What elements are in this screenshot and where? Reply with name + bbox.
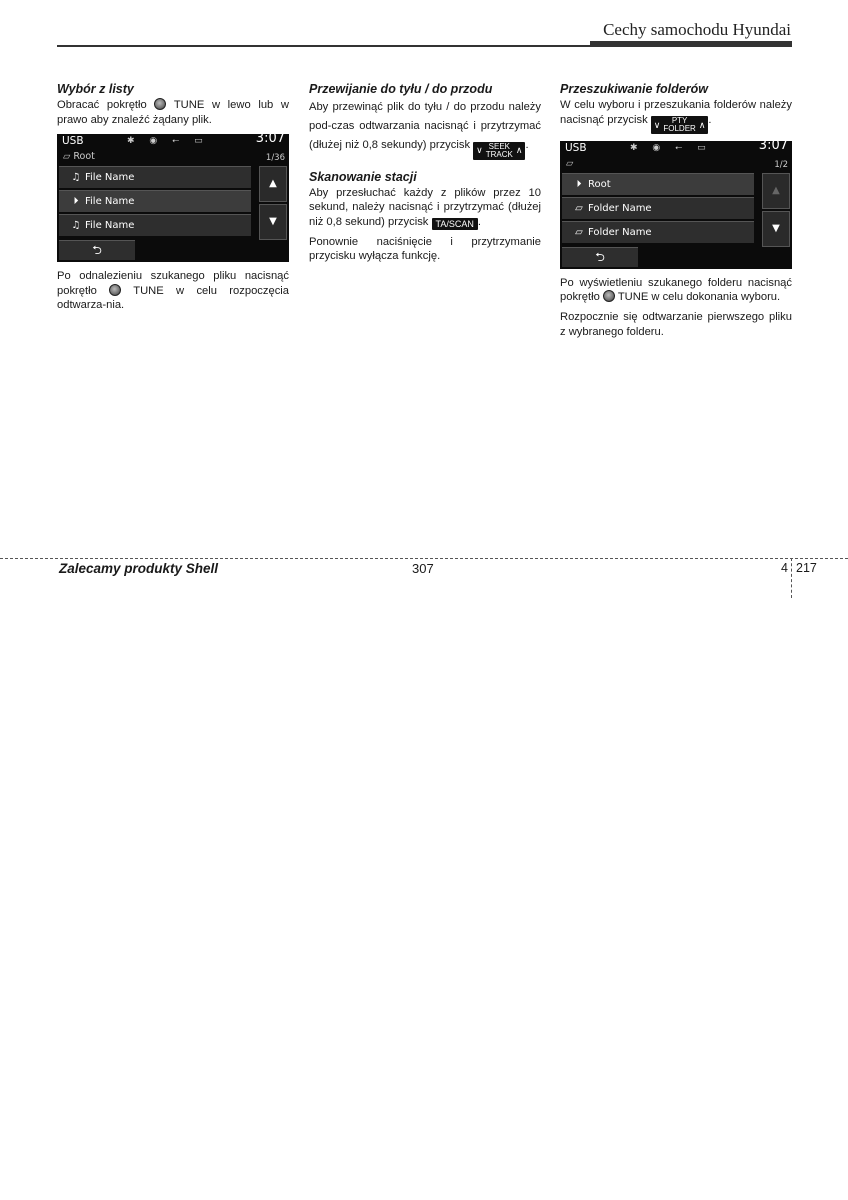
folder-icon: ▱ xyxy=(63,151,74,163)
header-rule xyxy=(57,45,792,47)
scroll-up-button[interactable]: ▲ xyxy=(259,166,287,202)
usb-file-list-screen xyxy=(57,131,289,262)
list-item[interactable] xyxy=(562,221,754,243)
button-label-bottom: FOLDER xyxy=(663,123,696,133)
text: TUNE w celu dokonania wyboru. xyxy=(617,291,781,304)
footer-dashed-rule xyxy=(0,558,848,559)
music-note-icon: ♫ xyxy=(71,172,81,184)
paragraph xyxy=(560,276,792,305)
tune-knob-icon xyxy=(109,284,121,296)
chevron-up-icon: ∧ xyxy=(698,119,706,130)
text: TUNE w lewo lub w prawo aby znaleźć żądany plik. xyxy=(57,99,289,126)
column-list-selection xyxy=(57,82,289,313)
list-item[interactable] xyxy=(59,214,251,236)
text: Po wyświetleniu szukanego folderu nacisnąć pokrętło xyxy=(560,276,792,304)
list-item-label: File Name xyxy=(85,196,135,208)
text: Aby przesłuchać każdy z plików przez 10 sekund, należy nacisnąć i przytrzymać (dłużej niż 0,8 sekund) przycisk xyxy=(309,186,541,228)
folder-path xyxy=(566,157,573,172)
screen-status-bar xyxy=(560,137,792,155)
list-item[interactable] xyxy=(59,190,251,212)
paragraph: Rozpocznie się odtwarzanie pierwszego pliku z wybranego folderu. xyxy=(560,311,792,338)
status-icons: ✱ ◉ ⭠ ▭ xyxy=(630,142,712,153)
footer-slogan: Zalecamy produkty Shell xyxy=(59,561,219,576)
list-item[interactable] xyxy=(562,173,754,195)
play-icon: ⏵ xyxy=(576,178,582,190)
text: Obracać pokrętło xyxy=(57,99,147,111)
button-label-top: PTY xyxy=(671,115,688,125)
chevron-down-icon: ∨ xyxy=(476,145,483,155)
folder-path xyxy=(63,150,95,165)
screen-clock: 3:07 xyxy=(255,131,285,147)
status-icons: ✱ ◉ ⭠ ▭ xyxy=(127,136,209,147)
list-item-label: Folder Name xyxy=(588,202,652,214)
text: Aby przewinąć plik do tyłu / do przodu należy pod-czas odtwarzania nacisnąć i przytrzymać (dłużej niż 0,8 sekundy) przycisk xyxy=(309,101,541,151)
paragraph: Ponownie naciśnięcie i przytrzymanie przycisku wyłącza funkcję. xyxy=(309,235,541,263)
button-label-top: SEEK xyxy=(488,141,510,151)
column-seek-scan xyxy=(309,82,541,264)
screen-status-bar xyxy=(57,131,289,148)
footer-page-number: 217 xyxy=(796,561,817,575)
ta-scan-button-icon: TA/SCAN xyxy=(432,218,478,230)
tune-knob-icon xyxy=(154,98,166,110)
list-item-label: Root xyxy=(588,178,611,190)
screen-clock: 3:07 xyxy=(758,137,788,153)
chevron-up-icon: ∧ xyxy=(515,145,523,155)
usb-folder-list-screen xyxy=(560,137,792,269)
play-icon: ⏵ xyxy=(73,196,79,208)
section-heading: Przewijanie do tyłu / do przodu xyxy=(309,82,493,96)
paragraph xyxy=(57,269,289,313)
seek-track-button-icon xyxy=(473,142,525,160)
text: . xyxy=(708,113,712,126)
folder-icon: ▱ xyxy=(575,226,583,238)
chevron-down-icon: ∨ xyxy=(653,119,661,130)
paragraph xyxy=(309,186,541,230)
list-item-label: Folder Name xyxy=(588,226,652,238)
list-item[interactable] xyxy=(59,166,251,188)
paragraph xyxy=(309,98,541,160)
music-note-icon: ♫ xyxy=(71,220,81,232)
column-folder-search xyxy=(560,82,792,339)
list-counter: 1/2 xyxy=(774,159,788,170)
scroll-up-button[interactable]: ▲ xyxy=(762,173,790,209)
tune-knob-icon xyxy=(603,290,615,302)
footer-vertical-divider xyxy=(791,558,792,598)
list-item-label: File Name xyxy=(85,172,135,184)
text: . xyxy=(525,139,529,151)
section-heading: Wybór z listy xyxy=(57,82,134,96)
paragraph xyxy=(560,98,792,134)
text: Po odnalezieniu szukanego pliku nacisnąć pokrętło xyxy=(57,270,289,297)
text: W celu wyboru i przeszukania folderów należy nacisnąć przycisk xyxy=(560,99,792,126)
paragraph xyxy=(57,98,289,127)
footer-chapter-number: 4 xyxy=(781,561,788,575)
footer-sheet-number: 307 xyxy=(412,561,434,576)
folder-icon: ▱ xyxy=(566,157,574,169)
scroll-down-button[interactable]: ▼ xyxy=(259,204,287,240)
pty-folder-button-icon xyxy=(651,113,712,134)
screen-source-label: USB xyxy=(62,135,84,148)
section-heading: Skanowanie stacji xyxy=(309,169,417,184)
page-header-title: Cechy samochodu Hyundai xyxy=(603,20,791,39)
scroll-down-button[interactable]: ▼ xyxy=(762,211,790,247)
list-item[interactable] xyxy=(562,197,754,219)
back-button[interactable]: ⮌ xyxy=(562,247,638,267)
screen-source-label: USB xyxy=(565,141,587,154)
list-item-label: File Name xyxy=(85,220,135,232)
folder-icon: ▱ xyxy=(575,202,583,214)
button-label-bottom: TRACK xyxy=(485,149,513,159)
text: TUNE w celu rozpoczęcia odtwarza-nia. xyxy=(57,284,289,312)
folder-path-label: Root xyxy=(73,151,95,163)
section-heading: Przeszukiwanie folderów xyxy=(560,82,708,96)
list-counter: 1/36 xyxy=(265,153,285,164)
back-button[interactable]: ⮌ xyxy=(59,240,135,260)
text: . xyxy=(477,215,481,228)
